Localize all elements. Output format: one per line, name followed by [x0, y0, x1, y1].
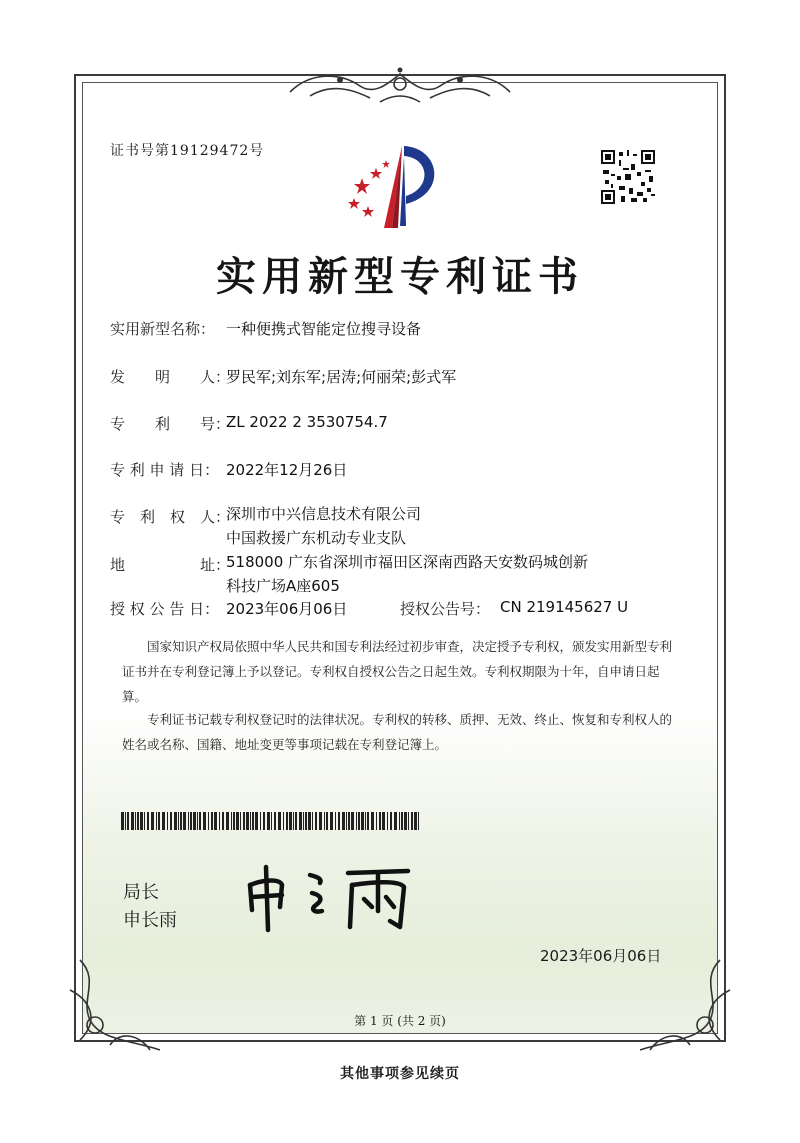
patent-number-value: ZL 2022 2 3530754.7	[226, 413, 388, 431]
cnipa-logo	[340, 138, 450, 233]
footer-note: 其他事项参见续页	[340, 1066, 460, 1082]
inventors-value: 罗民军;刘东军;居涛;何丽荣;彭式军	[226, 368, 457, 386]
address-line: 科技广场A座605	[226, 577, 340, 595]
address-label: 地 址：	[110, 556, 231, 574]
address-value	[226, 550, 588, 598]
address-line: 518000 广东省深圳市福田区深南西路天安数码城创新	[226, 553, 589, 571]
director-signature	[240, 855, 420, 935]
grant-date-value: 2023年06月06日	[226, 600, 348, 618]
utility-model-name-label: 实用新型名称：	[110, 320, 216, 338]
grant-number-value: CN 219145627 U	[500, 598, 629, 616]
issue-date: 2023年06月06日	[540, 947, 662, 965]
application-date-label: 专 利 申 请 日：	[110, 461, 220, 479]
patentee-line: 深圳市中兴信息技术有限公司	[226, 505, 422, 523]
grant-number-label: 授权公告号：	[400, 600, 491, 618]
patent-number-label: 专 利 号：	[110, 415, 231, 433]
top-ornament	[280, 62, 520, 106]
director-name: 申长雨	[123, 910, 177, 931]
patentee-value	[226, 502, 421, 550]
application-date-value: 2022年12月26日	[226, 461, 348, 479]
inventors-label: 发 明 人：	[110, 368, 231, 386]
bottom-left-ornament	[60, 950, 180, 1070]
director-title: 局长	[123, 882, 159, 903]
certificate-title: 实用新型专利证书	[216, 254, 584, 300]
utility-model-name-value: 一种便携式智能定位搜寻设备	[226, 320, 422, 338]
legal-paragraph: 国家知识产权局依照中华人民共和国专利法经过初步审查，决定授予专利权，颁发实用新型专利证书并在专利登记簿上予以登记。专利权自授权公告之日起生效。专利权期限为十年，自申请日起算。	[122, 639, 673, 704]
page-indicator: 第 1 页 (共 2 页)	[354, 1014, 446, 1028]
legal-paragraph: 专利证书记载专利权登记时的法律状况。专利权的转移、质押、无效、终止、恢复和专利权人的姓名或名称、国籍、地址变更等事项记载在专利登记簿上。	[122, 712, 673, 752]
bottom-right-ornament	[620, 950, 740, 1070]
patentee-label: 专 利 权 人：	[110, 508, 231, 526]
grant-date-label: 授 权 公 告 日：	[110, 600, 220, 618]
qr-code	[601, 150, 655, 204]
certificate-number: 证书号第19129472号	[110, 143, 265, 159]
barcode	[121, 812, 421, 830]
patentee-line: 中国救援广东机动专业支队	[226, 529, 407, 547]
